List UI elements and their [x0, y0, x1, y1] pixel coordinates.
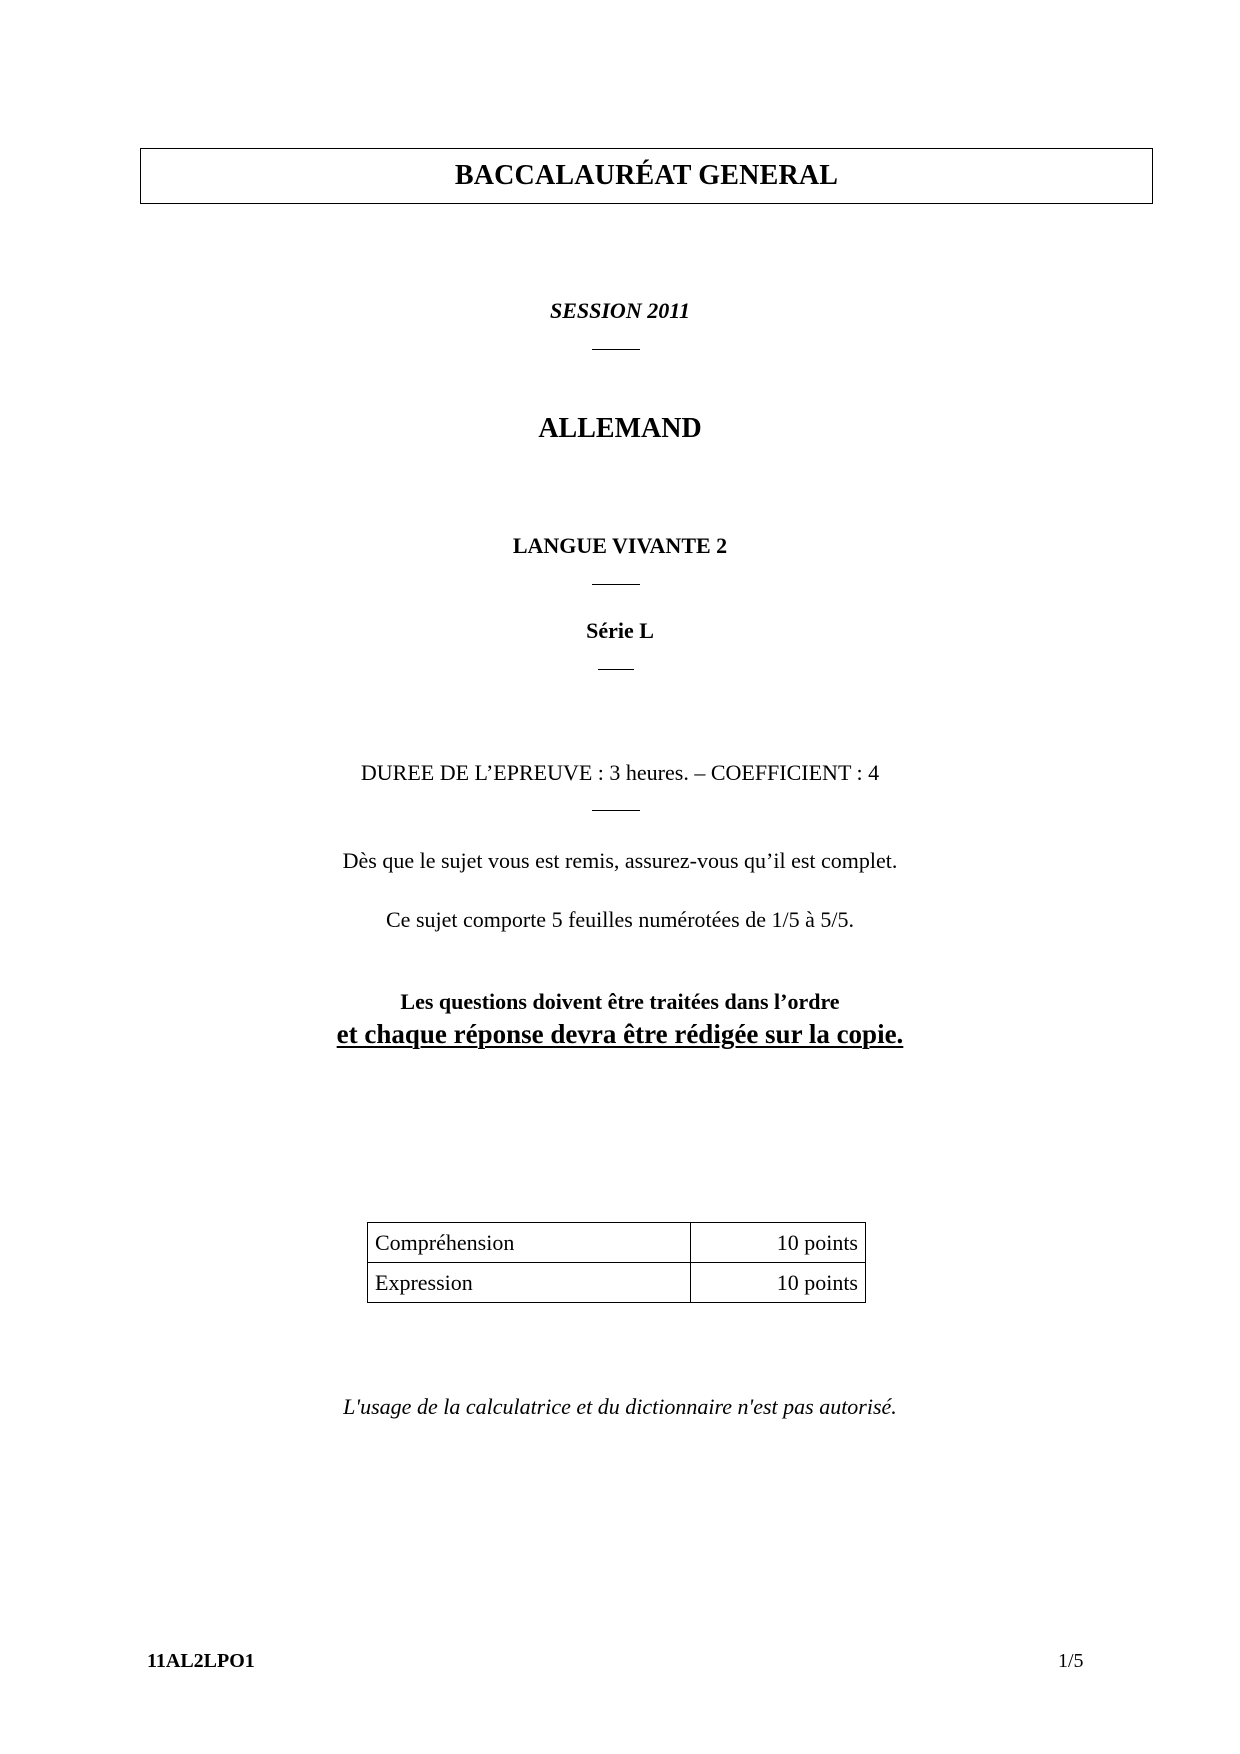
table-row	[368, 1263, 866, 1303]
page-number: 1/5	[1058, 1650, 1084, 1672]
separator-dash	[592, 349, 640, 350]
table-cell-value: 10 points	[691, 1263, 866, 1303]
serie-label: Série L	[586, 618, 654, 643]
subject-title: ALLEMAND	[538, 413, 702, 444]
separator-dash	[592, 584, 640, 585]
title-box	[140, 148, 1153, 204]
instruction-pages: Ce sujet comporte 5 feuilles numérotées de 1/5 à 5/5.	[386, 907, 854, 932]
duration-coefficient: DUREE DE L’EPREUVE : 3 heures. – COEFFICIENT : 4	[360, 760, 880, 785]
table-cell-value: 10 points	[691, 1223, 866, 1263]
session-label: SESSION 2011	[549, 298, 690, 323]
questions-order-note: Les questions doivent être traitées dans l’ordre	[400, 989, 840, 1014]
langue-label: LANGUE VIVANTE 2	[512, 533, 728, 558]
table-row	[368, 1223, 866, 1263]
page-title: BACCALAURÉAT GENERAL	[454, 160, 839, 191]
table-cell-label: Expression	[368, 1263, 691, 1303]
separator-dash	[598, 669, 634, 670]
footer-code: 11AL2LPO1	[147, 1650, 255, 1672]
instruction-complete: Dès que le sujet vous est remis, assurez-vous qu’il est complet.	[342, 848, 898, 873]
usage-note: L'usage de la calculatrice et du dictionnaire n'est pas autorisé.	[343, 1394, 897, 1419]
answers-on-copy-note: et chaque réponse devra être rédigée sur la copie.	[336, 1019, 904, 1049]
points-table	[367, 1222, 866, 1303]
separator-dash	[592, 810, 640, 811]
table-cell-label: Compréhension	[368, 1223, 691, 1263]
